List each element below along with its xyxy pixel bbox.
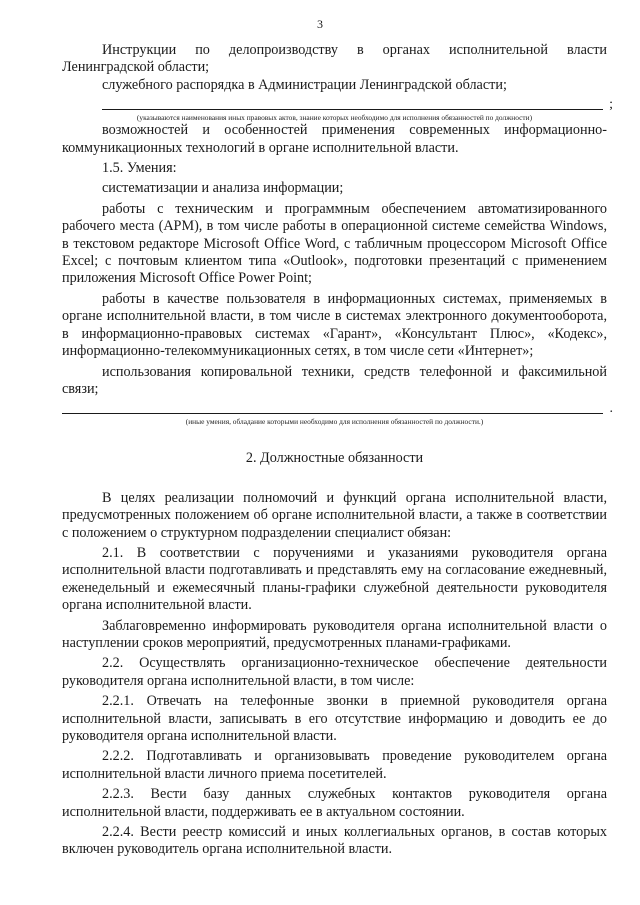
caption-legal-acts: (указываются наименования иных правовых актов, знание которых необходимо для исполнения обязанностей по должности): [136, 113, 533, 123]
paragraph-duty-2-2-3: 2.2.3. Вести базу данных служебных контактов руководителя органа исполнительной власти, поддерживать ее в актуальном состоянии.: [62, 786, 607, 820]
paragraph-duty-2-2-2: 2.2.2. Подготавливать и организовывать проведение руководителем органа исполнительной власти личного приема посетителей.: [62, 748, 607, 782]
page-number: 3: [317, 17, 323, 31]
paragraph-duty-inform: Заблаговременно информировать руководителя органа исполнительной власти о наступлении сроков мероприятий, предусмотренных планами-графиками.: [62, 617, 607, 651]
paragraph-skill-information-systems: работы в качестве пользователя в информационных системах, применяемых в органе исполнительной власти, в том числе в системах электронного документооборота, в информационно-правовых системах «Гарант», «Консультант Плюс», «Кодекс», информационно-телекоммуникационных сетях, в том числе сети «Интернет»;: [62, 290, 607, 360]
paragraph-duties-intro: В целях реализации полномочий и функций органа исполнительной власти, предусмотренных положением об органе исполнительной власти, а также в соответствии с положением о структурном подразделении специалист обязан:: [62, 489, 607, 541]
underline-rule: [102, 109, 603, 110]
paragraph-duty-2-2-1: 2.2.1. Отвечать на телефонные звонки в приемной руководителя органа исполнительной власти, записывать в его отсутствие информацию и доводить ее до руководителя органа исполнительной власти.: [62, 693, 607, 744]
paragraph-ict-capabilities: возможностей и особенностей применения современных информационно-коммуникационных технологий в органе исполнительной власти.: [62, 122, 607, 156]
caption-other-skills: (иные умения, обладание которыми необходимо для исполнения обязанностей по должности.): [185, 417, 484, 427]
blank-fill-line-skills: [62, 400, 613, 417]
paragraph-duty-2-2: 2.2. Осуществлять организационно-техническое обеспечение деятельности руководителя органа исполнительной власти, в том числе:: [62, 655, 607, 689]
paragraph-duty-2-1: 2.1. В соответствии с поручениями и указаниями руководителя органа исполнительной власти подготавливать и представлять ему на согласование ежедневный, еженедельный и ежемесячный планы-графики служебной деятельности руководителя органа исполнительной власти.: [62, 544, 607, 614]
blank-fill-line-acts: [62, 96, 613, 113]
line-end-mark: ;: [609, 96, 613, 112]
section-title-duties: 2. Должностные обязанности: [245, 450, 424, 467]
paragraph-instruction: Инструкции по делопроизводству в органах исполнительной власти Ленинградской области;: [62, 42, 607, 76]
paragraph-skill-software: работы с техническим и программным обеспечением автоматизированного рабочего места (АРМ), в том числе работы в операционной системе семейства Windows, в текстовом редакторе Microsoft Office Word, с табличным процессором Microsoft Office Excel; с почтовым клиентом типа «Outlook», подготовки презентаций с применением приложения Microsoft Office Power Point;: [62, 200, 607, 287]
paragraph-service-schedule: служебного распорядка в Администрации Ленинградской области;: [102, 76, 507, 93]
section-heading-skills: 1.5. Умения:: [102, 160, 177, 177]
underline-rule: [62, 413, 603, 414]
paragraph-duty-2-2-4: 2.2.4. Вести реестр комиссий и иных коллегиальных органов, в состав которых включен руководитель органа исполнительной власти.: [62, 824, 607, 858]
paragraph-skill-analysis: систематизации и анализа информации;: [102, 180, 344, 197]
paragraph-skill-office-equipment: использования копировальной техники, средств телефонной и факсимильной связи;: [62, 363, 607, 397]
document-body: [62, 42, 613, 859]
line-end-mark: .: [609, 400, 613, 416]
